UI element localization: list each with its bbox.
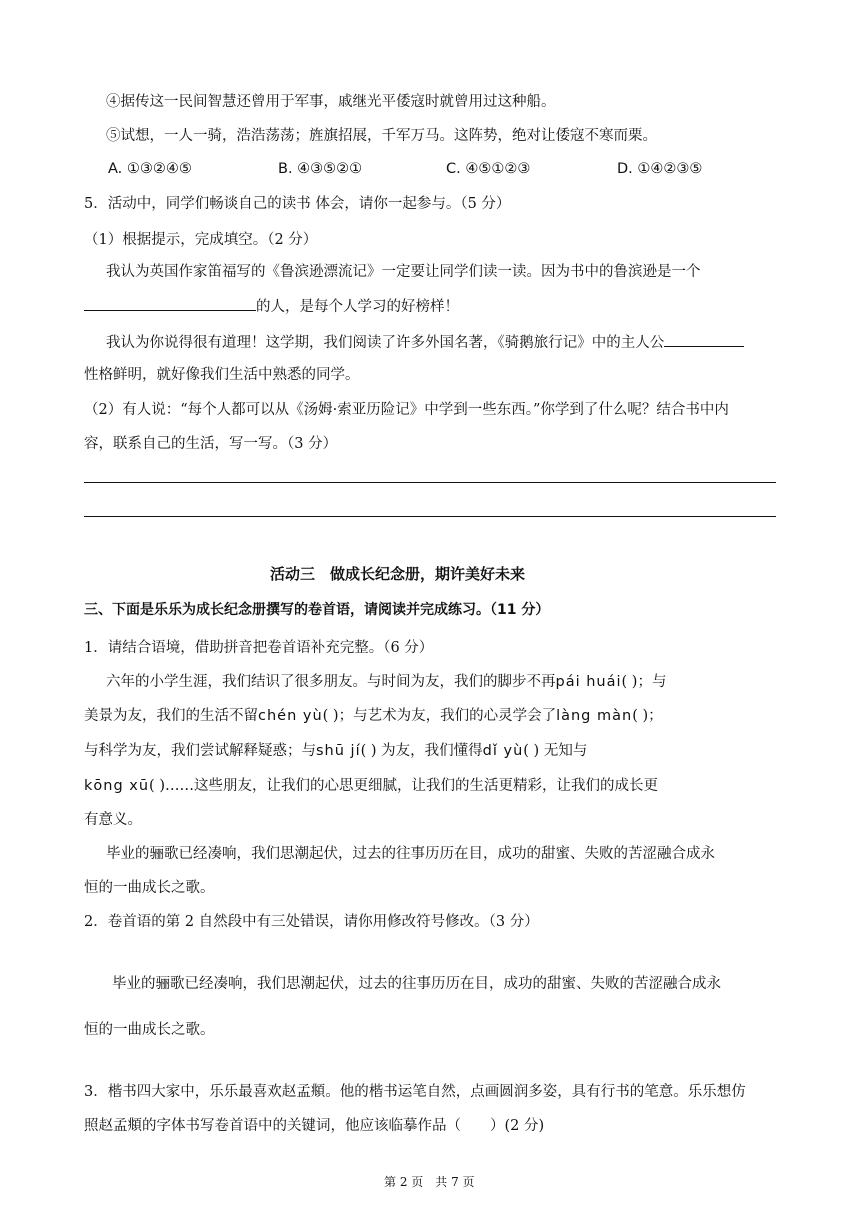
page-footer: 第 2 页 共 7 页: [384, 1175, 475, 1189]
question-5-sub1: （1）根据提示，完成填空。（2 分）: [84, 232, 318, 248]
section-3-heading: 三、下面是乐乐为成长纪念册撰写的卷首语，请阅读并完成练习。（11 分）: [84, 602, 550, 618]
pinyin-langman: làng màn: [556, 708, 633, 724]
blank-diyu[interactable]: ( ) 无知与: [523, 743, 588, 759]
question-3-line1: 3．楷书四大家中，乐乐最喜欢赵孟頫。他的楷书运笔自然，点画圆润多姿，具有行书的笔意。乐乐想仿: [84, 1084, 746, 1100]
blank-langman[interactable]: ( )；: [632, 708, 663, 724]
answer-line-1[interactable]: [84, 482, 776, 483]
blank-chenyu[interactable]: ( )；与艺术为友，我们的心灵学会了: [322, 708, 557, 724]
option-a[interactable]: A. ①③②④⑤: [108, 161, 192, 177]
pinyin-paihuai: pái huái: [555, 674, 622, 690]
pinyin-shuji: shū jí: [316, 743, 361, 759]
question-5-sub2-line1: （2）有人说：“每个人都可以从《汤姆·索亚历险记》中学到一些东西。”你学到了什么呢？结合书中内: [84, 402, 729, 418]
para2-line1: 毕业的骊歌已经凑响，我们思潮起伏，过去的往事历历在目，成功的甜蜜、失败的苦涩融合成永: [106, 846, 715, 862]
pinyin-kongxu: kōng xū: [84, 778, 150, 794]
statement-4: ④据传这一民间智慧还曾用于军事，戚继光平倭寇时就曾用过这种船。: [106, 94, 556, 110]
para1-line4: [84, 776, 658, 796]
pinyin-chenyu: chén yù: [258, 708, 323, 724]
para3-line1[interactable]: 毕业的骊歌已经凑响，我们思潮起伏，过去的往事历历在目，成功的甜蜜、失败的苦涩融合成永: [112, 976, 721, 992]
option-b[interactable]: B. ④③⑤②①: [278, 161, 363, 177]
option-c[interactable]: C. ④⑤①②③: [446, 161, 531, 177]
question-1: 1．请结合语境，借助拼音把卷首语补充完整。（6 分）: [84, 640, 434, 656]
answer-blank-protagonist[interactable]: [664, 332, 744, 347]
answer-line-2[interactable]: [84, 516, 776, 517]
q5-para2-line2: 性格鲜明，就好像我们生活中熟悉的同学。: [84, 367, 360, 383]
para1-line1: 六年的小学生涯，我们结识了很多朋友。与时间为友，我们的脚步不再pái huái( )；与: [106, 674, 667, 690]
para1-line3: 与科学为友，我们尝试解释疑惑；与shū jí( ) 为友，我们懂得dǐ yù( ) 无知与: [84, 743, 588, 759]
blank-shuji[interactable]: ( ) 为友，我们懂得: [360, 743, 483, 759]
q5-para1-line1: 我认为英国作家笛福写的《鲁滨逊漂流记》一定要让同学们读一读。因为书中的鲁滨逊是一个: [106, 264, 701, 280]
para3-line2[interactable]: 恒的一曲成长之歌。: [84, 1022, 215, 1038]
pinyin-diyu: dǐ yù: [482, 743, 524, 759]
question-3-line2: 照赵孟頫的字体书写卷首语中的关键词，他应该临摹作品（ ）(2 分): [84, 1118, 545, 1134]
question-2: 2．卷首语的第 2 自然段中有三处错误，请你用修改符号修改。（3 分）: [84, 914, 539, 930]
blank-paihuai[interactable]: ( )；与: [621, 674, 667, 690]
answer-blank-robinson[interactable]: [84, 296, 256, 311]
blank-kongxu[interactable]: ( )……这些朋友，让我们的心思更细腻，让我们的生活更精彩，让我们的成长更: [149, 778, 658, 794]
q5-para1-line2: 的人，是每个人学习的好榜样！: [84, 296, 459, 317]
activity-3-title: 活动三 做成长纪念册，期许美好未来: [270, 565, 526, 583]
para1-line5: 有意义。: [84, 812, 142, 828]
para1-line2: 美景为友，我们的生活不留chén yù( )；与艺术为友，我们的心灵学会了làng màn( )；: [84, 708, 663, 724]
para2-line2: 恒的一曲成长之歌。: [84, 880, 215, 896]
question-5-sub2-line2: 容，联系自己的生活，写一写。（3 分）: [84, 436, 338, 452]
statement-5: ⑤试想，一人一骑，浩浩荡荡；旌旗招展，千军万马。这阵势，绝对让倭寇不寒而栗。: [106, 128, 657, 144]
question-5-stem: 5．活动中，同学们畅谈自己的读书 体会，请你一起参与。（5 分）: [84, 196, 511, 212]
q5-para2-line1: 我认为你说得很有道理！这学期，我们阅读了许多外国名著，《骑鹅旅行记》中的主人公: [106, 332, 744, 353]
option-d[interactable]: D. ①④②③⑤: [617, 161, 703, 177]
